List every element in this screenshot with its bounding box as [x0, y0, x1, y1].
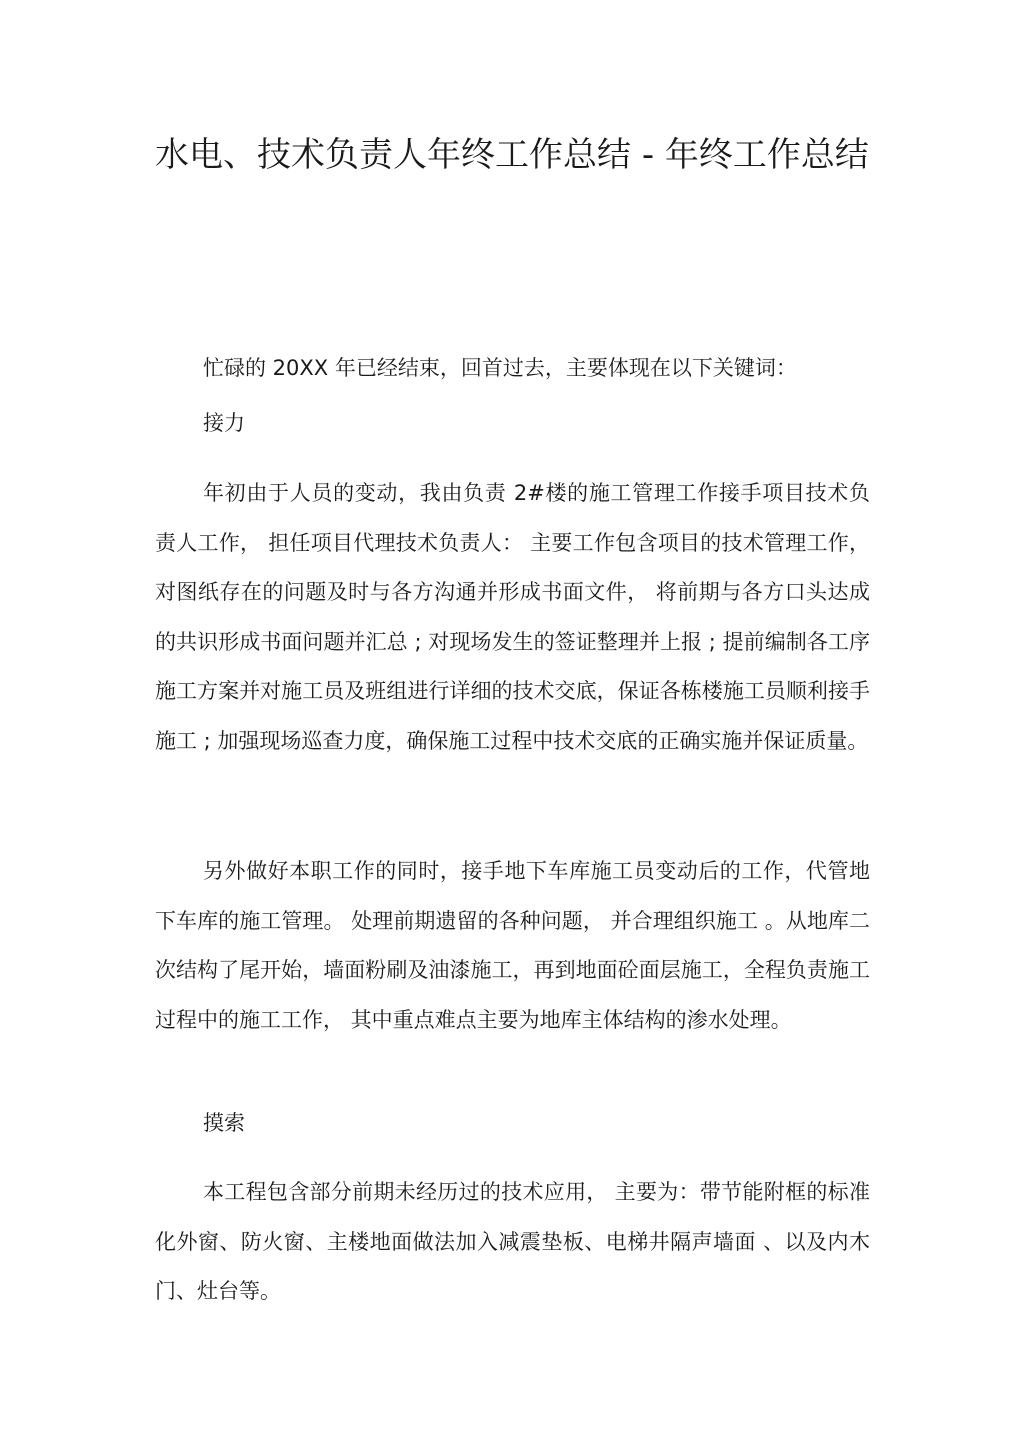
keyword-heading-explore: 摸索: [203, 1111, 245, 1135]
body-paragraph-3: 本工程包含部分前期未经历过的技术应用， 主要为：带节能附框的标准化外窗、防火窗、主楼地面做法加入减震垫板、电梯井隔声墙面 、以及内木门、灶台等。: [155, 1180, 870, 1303]
intro-paragraph: 忙碌的 20XX 年已经结束，回首过去，主要体现在以下关键词：: [203, 356, 797, 380]
body-paragraph-2: 另外做好本职工作的同时，接手地下车库施工员变动后的工作，代管地下车库的施工管理。 处理前期遗留的各种问题， 并合理组织施工 。从地库二次结构了尾开始，墙面粉刷及油漆施工，再到地面砼面层施工，全程负责施工过程中的施工工作， 其中重点难点主要为地库主体结构的渗水处理。: [155, 859, 870, 1032]
keyword-heading-relay: 接力: [203, 411, 245, 435]
document-title: 水电、技术负责人年终工作总结 - 年终工作总结: [155, 135, 869, 175]
body-paragraph-1: 年初由于人员的变动，我由负责 2#楼的施工管理工作接手项目技术负责人工作， 担任项目代理技术负责人： 主要工作包含项目的技术管理工作，对图纸存在的问题及时与各方沟通并形成书面文件， 将前期与各方口头达成的共识形成书面问题并汇总 ; 对现场发生的签证整理并上报 ; 提前编制各工序施工方案并对施工员及班组进行详细的技术交底，保证各栋楼施工员顺利接手施工 ; 加强现场巡查力度，确保施工过程中技术交底的正确实施并保证质量。: [155, 481, 870, 753]
